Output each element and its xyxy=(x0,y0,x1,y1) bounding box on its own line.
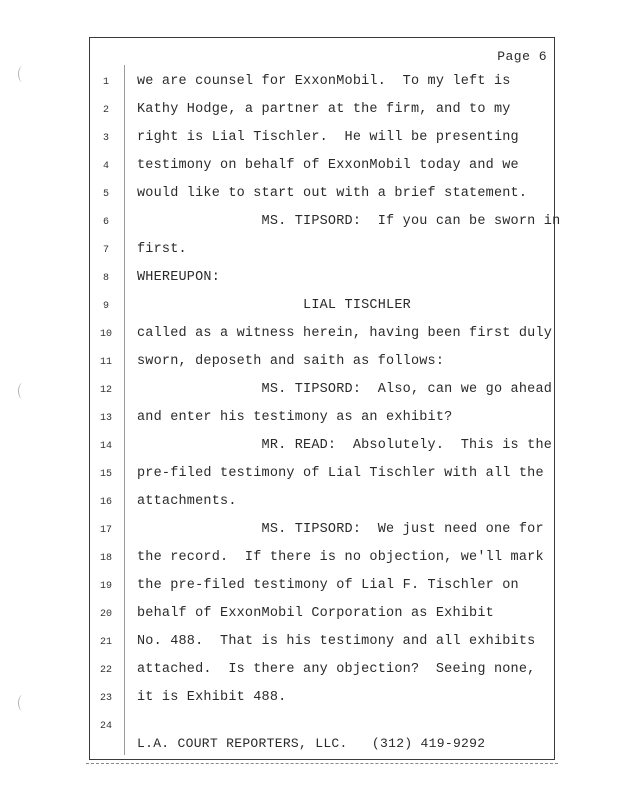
page-bottom-edge xyxy=(86,760,558,764)
line-number: 5 xyxy=(102,189,109,200)
transcript-line: the pre-filed testimony of Lial F. Tischler on xyxy=(137,578,519,593)
line-number: 2 xyxy=(102,105,109,116)
transcript-line: MS. TIPSORD: If you can be sworn in xyxy=(137,214,561,229)
transcript-line: first. xyxy=(137,242,187,257)
transcript-page-frame xyxy=(89,37,555,760)
line-number: 14 xyxy=(99,441,112,452)
transcript-line: MR. READ: Absolutely. This is the xyxy=(137,438,553,453)
line-number: 3 xyxy=(102,133,109,144)
witness-name-heading: LIAL TISCHLER xyxy=(137,298,411,313)
page-number: Page 6 xyxy=(497,49,547,64)
transcript-line: and enter his testimony as an exhibit? xyxy=(137,410,453,425)
line-number: 23 xyxy=(99,693,112,704)
line-number: 20 xyxy=(99,609,112,620)
transcript-line: right is Lial Tischler. He will be presenting xyxy=(137,130,519,145)
transcript-line: behalf of ExxonMobil Corporation as Exhibit xyxy=(137,606,494,621)
transcript-line: we are counsel for ExxonMobil. To my left is xyxy=(137,74,511,89)
transcript-line: attachments. xyxy=(137,494,237,509)
transcript-line: MS. TIPSORD: We just need one for xyxy=(137,522,544,537)
line-number-margin-rule xyxy=(124,65,125,755)
line-number: 17 xyxy=(99,525,112,536)
transcript-line: sworn, deposeth and saith as follows: xyxy=(137,354,445,369)
line-number: 8 xyxy=(102,273,109,284)
transcript-line: MS. TIPSORD: Also, can we go ahead xyxy=(137,382,553,397)
line-number: 10 xyxy=(99,329,112,340)
line-number: 19 xyxy=(99,581,112,592)
line-number: 13 xyxy=(99,413,112,424)
hole-punch-mark-bottom xyxy=(18,695,27,711)
line-number: 15 xyxy=(99,469,112,480)
transcript-line: WHEREUPON: xyxy=(137,270,221,285)
transcript-line: Kathy Hodge, a partner at the firm, and to my xyxy=(137,102,511,117)
line-number: 7 xyxy=(102,245,109,256)
line-number: 11 xyxy=(99,357,112,368)
transcript-line: it is Exhibit 488. xyxy=(137,690,287,705)
line-number: 22 xyxy=(99,665,112,676)
line-number: 24 xyxy=(99,721,112,732)
line-number: 1 xyxy=(102,77,109,88)
court-reporter-footer: L.A. COURT REPORTERS, LLC. (312) 419-9292 xyxy=(137,736,486,751)
hole-punch-mark-top xyxy=(18,66,27,82)
transcript-line: would like to start out with a brief statement. xyxy=(137,186,528,201)
hole-punch-mark-middle xyxy=(18,383,27,399)
transcript-line: pre-filed testimony of Lial Tischler with all the xyxy=(137,466,544,481)
transcript-line: No. 488. That is his testimony and all exhibits xyxy=(137,634,536,649)
line-number: 18 xyxy=(99,553,112,564)
transcript-line: testimony on behalf of ExxonMobil today and we xyxy=(137,158,519,173)
line-number: 16 xyxy=(99,497,112,508)
transcript-line: called as a witness herein, having been first duly xyxy=(137,326,553,341)
transcript-line: the record. If there is no objection, we'll mark xyxy=(137,550,544,565)
line-number: 21 xyxy=(99,637,112,648)
line-number: 4 xyxy=(102,161,109,172)
line-number: 6 xyxy=(102,217,109,228)
line-number: 12 xyxy=(99,385,112,396)
transcript-line: attached. Is there any objection? Seeing none, xyxy=(137,662,536,677)
line-number: 9 xyxy=(102,301,109,312)
